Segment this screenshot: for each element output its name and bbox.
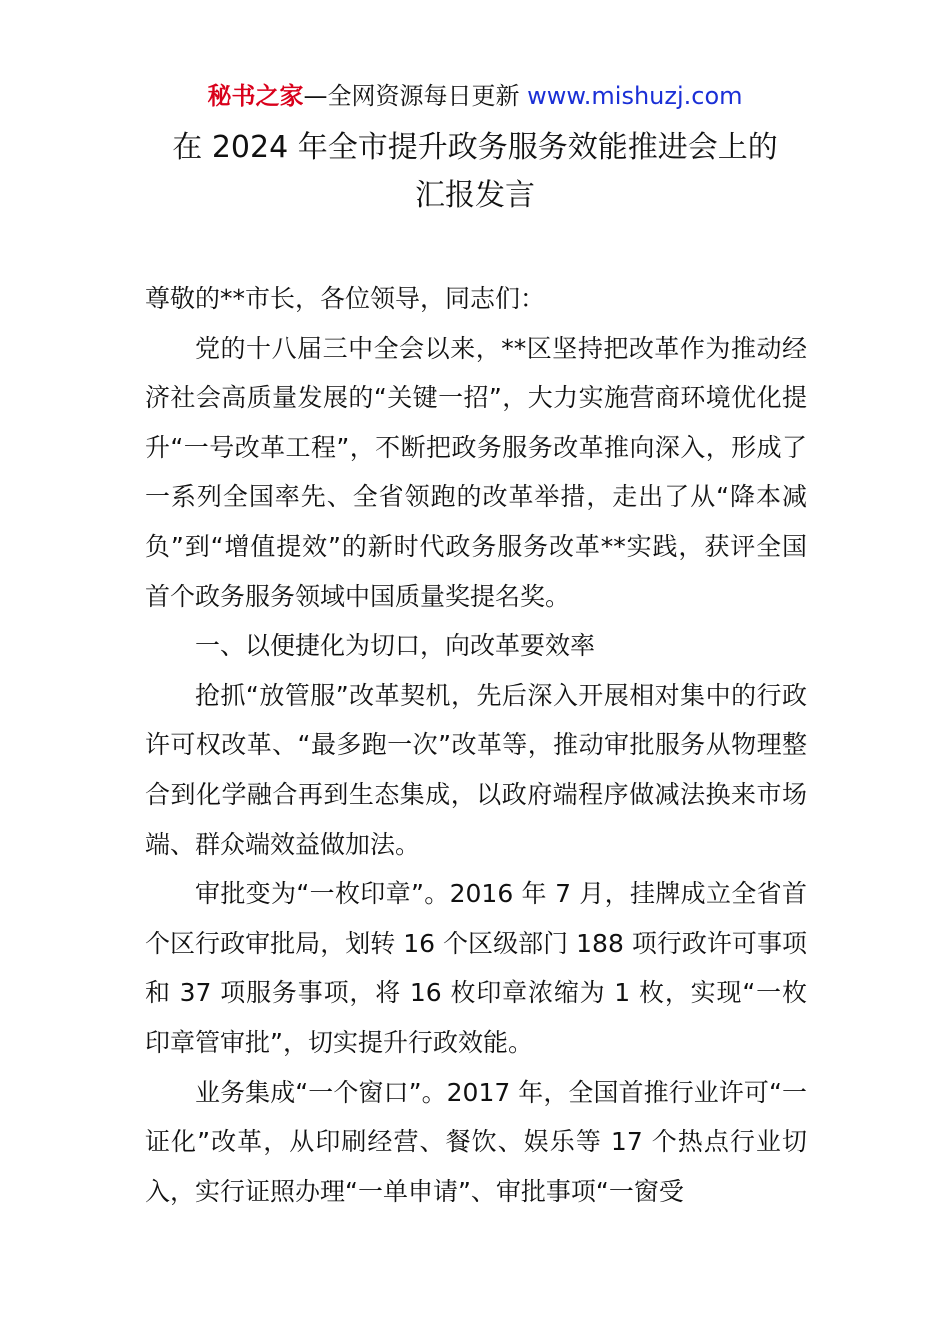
site-link[interactable]: www.mishuzj.com: [527, 82, 743, 110]
paragraph-2: 抢抓“放管服”改革契机，先后深入开展相对集中的行政许可权改革、“最多跑一次”改革等，推动审批服务从物理整合到化学融合再到生态集成，以政府端程序做减法换来市场端、群众端效益做加法。: [145, 680, 807, 859]
brand-name: 秘书之家: [207, 82, 304, 110]
section-heading-1: 一、以便捷化为切口，向改革要效率: [195, 631, 596, 661]
paragraph-3: 审批变为“一枚印章”。2016 年 7 月，挂牌成立全省首个区行政审批局，划转 16 个区级部门 188 项行政许可事项和 37 项服务事项，将 16 枚印章浓缩为 1 枚，实现“一枚印章管审批”，切实提升行政效能。: [145, 879, 807, 1057]
banner-tagline: —全网资源每日更新: [303, 82, 520, 110]
document-body: [145, 274, 807, 1216]
title-line-1: 在 2024 年全市提升政务服务效能推进会上的: [172, 130, 778, 165]
salutation: 尊敬的**市长，各位领导，同志们：: [145, 284, 546, 313]
document-title: [100, 124, 850, 220]
paragraph-1: 党的十八届三中全会以来，**区坚持把改革作为推动经济社会高质量发展的“关键一招”，大力实施营商环境优化提升“一号改革工程”，不断把政务服务改革推向深入，形成了一系列全国率先、全省领跑的改革举措，走出了从“降本减负”到“增值提效”的新时代政务服务改革**实践，获评全国首个政务服务领域中国质量奖提名奖。: [145, 333, 807, 611]
title-line-2: 汇报发言: [415, 178, 535, 213]
paragraph-4: 业务集成“一个窗口”。2017 年，全国首推行业许可“一证化”改革，从印刷经营、餐饮、娱乐等 17 个热点行业切入，实行证照办理“一单申请”、审批事项“一窗受: [145, 1077, 807, 1206]
site-banner: [0, 80, 950, 112]
